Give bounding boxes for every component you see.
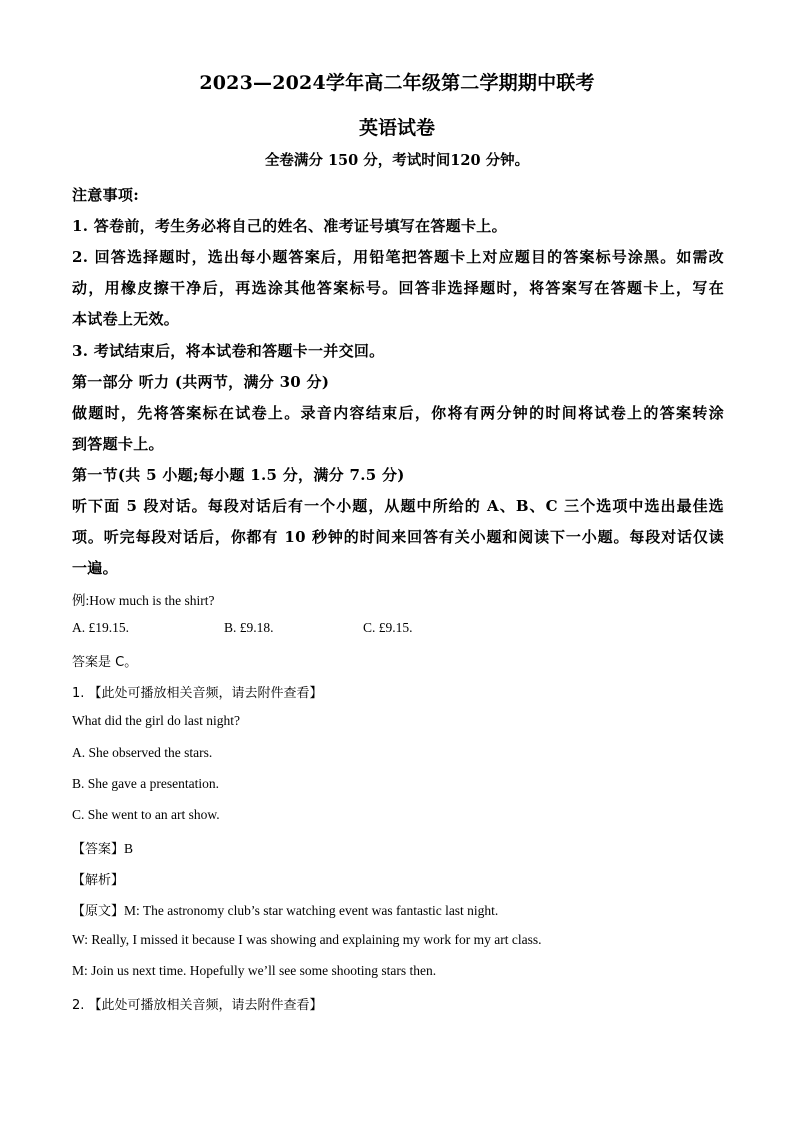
note-2-line-3: 本试卷上无效。	[72, 310, 180, 328]
question-1-answer	[72, 838, 724, 858]
example-question: 例:How much is the shirt?	[72, 593, 215, 608]
note-3: 3. 考试结束后，将本试卷和答题卡一并交回。	[72, 342, 385, 360]
answer-label: 【答案】	[72, 842, 125, 857]
note-2-line-1: 2. 回答选择题时，选出每小题答案后，用铅笔把答题卡上对应题目的答案标号涂黑。如需改	[72, 248, 724, 266]
section1-heading: 第一节(共 5 小题;每小题 1.5 分，满分 7.5 分)	[72, 466, 405, 484]
analysis-label: 【解析】	[72, 873, 125, 888]
note-1: 1. 答卷前，考生务必将自己的姓名、准考证号填写在答题卡上。	[72, 217, 507, 235]
example-option-b: B. £9.18.	[224, 620, 274, 635]
question-1-option-b: B. She gave a presentation.	[72, 776, 219, 791]
question-1-text: What did the girl do last night?	[72, 713, 240, 728]
transcript-text-1: M: The astronomy club’s star watching event was fantastic last night.	[124, 903, 499, 918]
example-option-a: A. £19.15.	[72, 620, 129, 635]
part1-instruction-line-2: 到答题卡上。	[72, 435, 164, 453]
question-1-option-c: C. She went to an art show.	[72, 807, 220, 822]
section1-instruction-line-1: 听下面 5 段对话。每段对话后有一个小题，从题中所给的 A、B、C 三个选项中选出最佳选	[72, 497, 724, 515]
note-2-line-2: 动，用橡皮擦干净后，再选涂其他答案标号。回答非选择题时，将答案写在答题卡上，写在	[72, 279, 724, 297]
part1-instruction-line-1: 做题时，先将答案标在试卷上。录音内容结束后，你将有两分钟的时间将试卷上的答案转涂	[72, 404, 724, 422]
transcript-line-3: M: Join us next time. Hopefully we’ll see some shooting stars then.	[72, 963, 437, 978]
example-answer: 答案是 C。	[72, 655, 138, 670]
transcript-line-2: W: Really, I missed it because I was showing and explaining my work for my art class.	[72, 932, 542, 947]
transcript-line-1	[72, 900, 724, 920]
notes-heading: 注意事项:	[72, 186, 140, 204]
question-2-audio: 2. 【此处可播放相关音频，请去附件查看】	[72, 998, 323, 1013]
part1-heading: 第一部分 听力 (共两节，满分 30 分)	[72, 373, 330, 391]
section1-instruction-line-3: 一遍。	[72, 559, 118, 577]
answer-value: B	[124, 841, 134, 856]
score-time-info: 全卷满分 150 分，考试时间120 分钟。	[264, 152, 530, 169]
exam-subject: 英语试卷	[358, 117, 435, 139]
question-1-option-a: A. She observed the stars.	[72, 745, 213, 760]
example-option-c: C. £9.15.	[363, 620, 413, 635]
section1-instruction-line-2: 项。听完每段对话后，你都有 10 秒钟的时间来回答有关小题和阅读下一小题。每段对话仅读	[72, 528, 724, 546]
transcript-label: 【原文】	[72, 904, 125, 919]
question-1-audio: 1. 【此处可播放相关音频，请去附件查看】	[72, 686, 323, 701]
exam-title: 2023—2024学年高二年级第二学期期中联考	[199, 72, 595, 94]
